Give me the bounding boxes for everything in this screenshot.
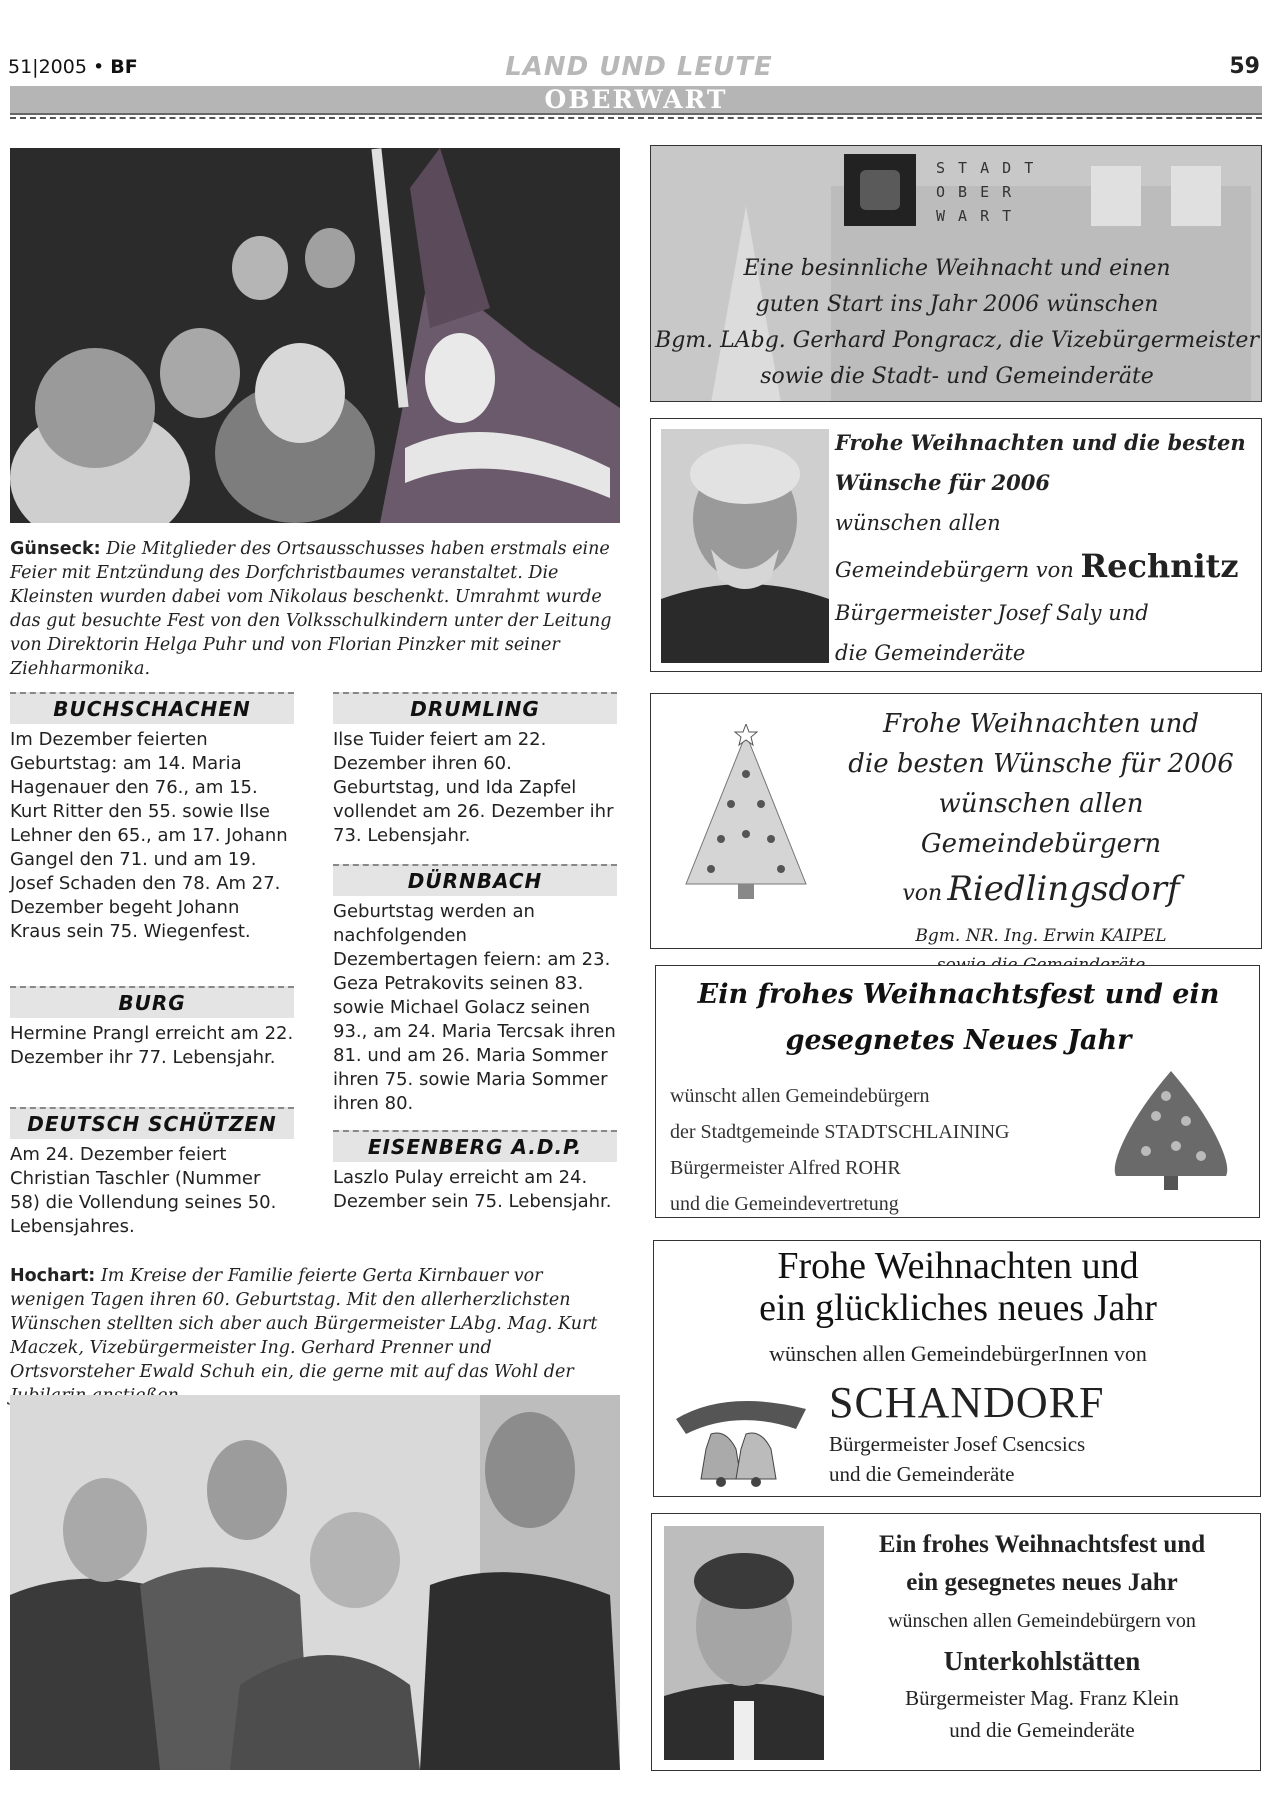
ad-stadtschlaining-line: Bürgermeister Alfred ROHR bbox=[670, 1157, 901, 1179]
ad-unterkohlstaetten-line: Bürgermeister Mag. Franz Klein bbox=[905, 1686, 1179, 1710]
ad-stadtschlaining-text bbox=[670, 1078, 1100, 1222]
ad-oberwart-logo-line: S T A D T bbox=[936, 159, 1036, 177]
section-drumling-title: DRUMLING bbox=[333, 692, 617, 724]
ad-riedlingsdorf-line: Bgm. NR. Ing. Erwin KAIPEL bbox=[915, 926, 1167, 946]
caption-guenseck-text: Die Mitglieder des Ortsausschusses haben erstmals eine Feier mit Entzündung des Dorfchristbaumes veranstaltet. Die Kleinsten wurden dabei vom Nikolaus beschenkt. Umrahmt wurde das gut besuchte Fest von den Volksschulkindern unter der Leitung von Direktorin Helga Puhr und von Florian Pinzker mit seiner Ziehharmonika. bbox=[10, 539, 612, 679]
ad-rechnitz-line: Bürgermeister Josef Saly und bbox=[835, 601, 1149, 625]
ad-rechnitz-line: wünschen allen bbox=[835, 511, 1001, 535]
section-eisenberg-title: EISENBERG A.D.P. bbox=[333, 1130, 617, 1162]
ad-oberwart-line: Eine besinnliche Weihnacht und einen bbox=[743, 256, 1171, 281]
region-title: OBERWART bbox=[544, 85, 728, 114]
section-kicker: LAND UND LEUTE bbox=[505, 52, 773, 82]
ad-unterkohlstaetten-line: und die Gemeinderäte bbox=[949, 1718, 1135, 1742]
section-buchschachen-title: BUCHSCHACHEN bbox=[10, 692, 294, 724]
ad-oberwart bbox=[650, 145, 1262, 402]
ad-oberwart-logo-line: O B E R bbox=[936, 183, 1014, 201]
publication-name: BF bbox=[110, 56, 138, 78]
christmas-tree-icon bbox=[676, 724, 816, 904]
bells-icon bbox=[666, 1379, 816, 1489]
section-drumling bbox=[333, 692, 617, 848]
ad-unterkohlstaetten-town: Unterkohlstätten bbox=[943, 1646, 1141, 1676]
section-eisenberg bbox=[333, 1130, 617, 1214]
ad-unterkohlstaetten-text bbox=[832, 1526, 1252, 1746]
ad-schandorf-line: und die Gemeinderäte bbox=[829, 1462, 1015, 1486]
ad-unterkohlstaetten-line: Ein frohes Weihnachtsfest und bbox=[878, 1531, 1206, 1558]
ad-oberwart-line: sowie die Stadt- und Gemeinderäte bbox=[760, 364, 1154, 389]
ad-schandorf-line: Bürgermeister Josef Csencsics bbox=[829, 1432, 1086, 1456]
section-eisenberg-text: Laszlo Pulay erreicht am 24. Dezember sein 75. Lebensjahr. bbox=[333, 1167, 612, 1212]
ad-unterkohlstaetten-line: ein gesegnetes neues Jahr bbox=[906, 1569, 1178, 1596]
page-number: 59 bbox=[1229, 54, 1260, 79]
ad-stadtschlaining-line: und die Gemeindevertretung bbox=[670, 1193, 899, 1215]
ad-stadtschlaining-headline bbox=[656, 972, 1261, 1064]
region-bar bbox=[10, 86, 1262, 115]
ad-riedlingsdorf bbox=[650, 693, 1262, 949]
ad-schandorf-text bbox=[829, 1377, 1249, 1489]
section-burg-title: BURG bbox=[10, 986, 294, 1018]
photo-nikolaus-feier bbox=[10, 148, 620, 523]
ad-unterkohlstaetten-portrait bbox=[664, 1526, 824, 1760]
ad-rechnitz-line: Frohe Weihnachten und die besten bbox=[835, 430, 1246, 455]
section-burg bbox=[10, 986, 294, 1070]
ad-rechnitz-text bbox=[835, 423, 1255, 673]
section-burg-text: Hermine Prangl erreicht am 22. Dezember ihr 77. Lebensjahr. bbox=[10, 1023, 294, 1068]
caption-guenseck-place: Günseck: bbox=[10, 539, 101, 559]
ad-schandorf-line: ein glückliches neues Jahr bbox=[759, 1287, 1157, 1329]
section-buchschachen bbox=[10, 692, 294, 944]
ad-riedlingsdorf-town: Riedlingsdorf bbox=[947, 869, 1180, 909]
caption-hochart-text: Im Kreise der Familie feierte Gerta Kirnbauer vor wenigen Tagen ihren 60. Geburtstag. Mit den allerherzlichsten Wünschen stellten sich aber auch Bürgermeister LAbg. Mag. Kurt Maczek, Vizebürgermeister Ing. Gerhard Prenner und Ortsvorsteher Ewald Schuh ein, die gerne mit auf das Wohl der bbox=[10, 1266, 598, 1382]
section-drumling-text: Ilse Tuider feiert am 22. Dezember ihren 60. Geburtstag, und Ida Zapfel vollendet am 26. Dezember ihr 73. Lebensjahr. bbox=[333, 729, 614, 846]
ad-schandorf-town: SCHANDORF bbox=[829, 1378, 1105, 1427]
ad-oberwart-logo bbox=[844, 154, 916, 226]
ad-rechnitz-portrait bbox=[661, 429, 829, 663]
ad-oberwart-logo-line: W A R T bbox=[936, 207, 1014, 225]
section-duernbach-title: DÜRNBACH bbox=[333, 864, 617, 896]
ad-oberwart-logo-mark bbox=[860, 170, 900, 210]
ad-schandorf-headline bbox=[654, 1245, 1262, 1329]
caption-guenseck bbox=[10, 537, 620, 681]
ad-unterkohlstaetten-line: wünschen allen Gemeindebürgern von bbox=[888, 1610, 1196, 1632]
section-deutsch-schuetzen bbox=[10, 1107, 294, 1239]
header-divider bbox=[10, 117, 1262, 119]
ad-oberwart-logo-text bbox=[936, 156, 1035, 228]
section-buchschachen-text: Im Dezember feierten Geburtstag: am 14. Maria Hagenauer den 76., am 15. Kurt Ritter den 55. sowie Ilse Lehner den 65., am 17. Johann Gangel den 71. und am 19. Josef Schaden den 78. Am 27. Dezember begeht Johann Kraus sein 75. Wiegenfest. bbox=[10, 729, 288, 942]
ad-unterkohlstaetten bbox=[651, 1513, 1261, 1771]
ad-schandorf bbox=[653, 1240, 1261, 1497]
ad-schandorf-greeting: wünschen allen GemeindebürgerInnen von bbox=[769, 1341, 1147, 1366]
ad-stadtschlaining-line: Ein frohes Weihnachtsfest und ein bbox=[697, 979, 1220, 1010]
ad-schandorf-line: Frohe Weihnachten und bbox=[777, 1245, 1139, 1287]
ad-oberwart-line: guten Start ins Jahr 2006 wünschen bbox=[755, 292, 1159, 317]
section-deutsch-schuetzen-title: DEUTSCH SCHÜTZEN bbox=[10, 1107, 294, 1139]
ad-stadtschlaining-line: der Stadtgemeinde STADTSCHLAINING bbox=[670, 1121, 1010, 1143]
ad-rechnitz-town: Rechnitz bbox=[1080, 547, 1239, 585]
section-duernbach bbox=[333, 864, 617, 1116]
ad-oberwart-text bbox=[651, 251, 1262, 395]
ad-riedlingsdorf-line: die besten Wünsche für 2006 bbox=[848, 749, 1234, 779]
ad-stadtschlaining bbox=[655, 965, 1260, 1218]
ad-stadtschlaining-line: wünscht allen Gemeindebürgern bbox=[670, 1085, 930, 1107]
ad-rechnitz-line: Gemeindebürgern von bbox=[835, 558, 1074, 582]
ad-riedlingsdorf-von: von bbox=[902, 881, 943, 906]
ad-riedlingsdorf-line: wünschen allen Gemeindebürgern bbox=[920, 789, 1162, 859]
section-deutsch-schuetzen-text: Am 24. Dezember feiert Christian Taschler (Nummer 58) die Vollendung seines 50. Lebensjahres. bbox=[10, 1144, 277, 1237]
ad-rechnitz-line: die Gemeinderäte bbox=[835, 641, 1026, 665]
ad-riedlingsdorf-text bbox=[831, 704, 1251, 978]
section-duernbach-text: Geburtstag werden an nachfolgenden Dezembertagen feiern: am 23. Geza Petrakovits seinen 83. sowie Michael Golacz seinen 93., am 24. Maria Tercsak ihren 81. und am 26. Maria Sommer ihren 75. sowie Maria Sommer ihren 80. bbox=[333, 901, 616, 1114]
photo-hochart-geburtstag bbox=[10, 1395, 620, 1770]
christmas-tree-icon bbox=[1106, 1066, 1236, 1196]
caption-hochart-place: Hochart: bbox=[10, 1266, 96, 1286]
issue-info: 51|2005 • BF bbox=[8, 56, 138, 78]
ad-riedlingsdorf-line: Frohe Weihnachten und bbox=[882, 709, 1200, 739]
issue-number: 51|2005 bbox=[8, 56, 87, 78]
ad-oberwart-line: Bgm. LAbg. Gerhard Pongracz, die Vizebürgermeister bbox=[655, 328, 1259, 353]
ad-stadtschlaining-line: gesegnetes Neues Jahr bbox=[785, 1025, 1132, 1056]
ad-rechnitz bbox=[650, 418, 1262, 672]
caption-hochart bbox=[10, 1264, 620, 1408]
ad-rechnitz-line: Wünsche für 2006 bbox=[835, 470, 1050, 495]
